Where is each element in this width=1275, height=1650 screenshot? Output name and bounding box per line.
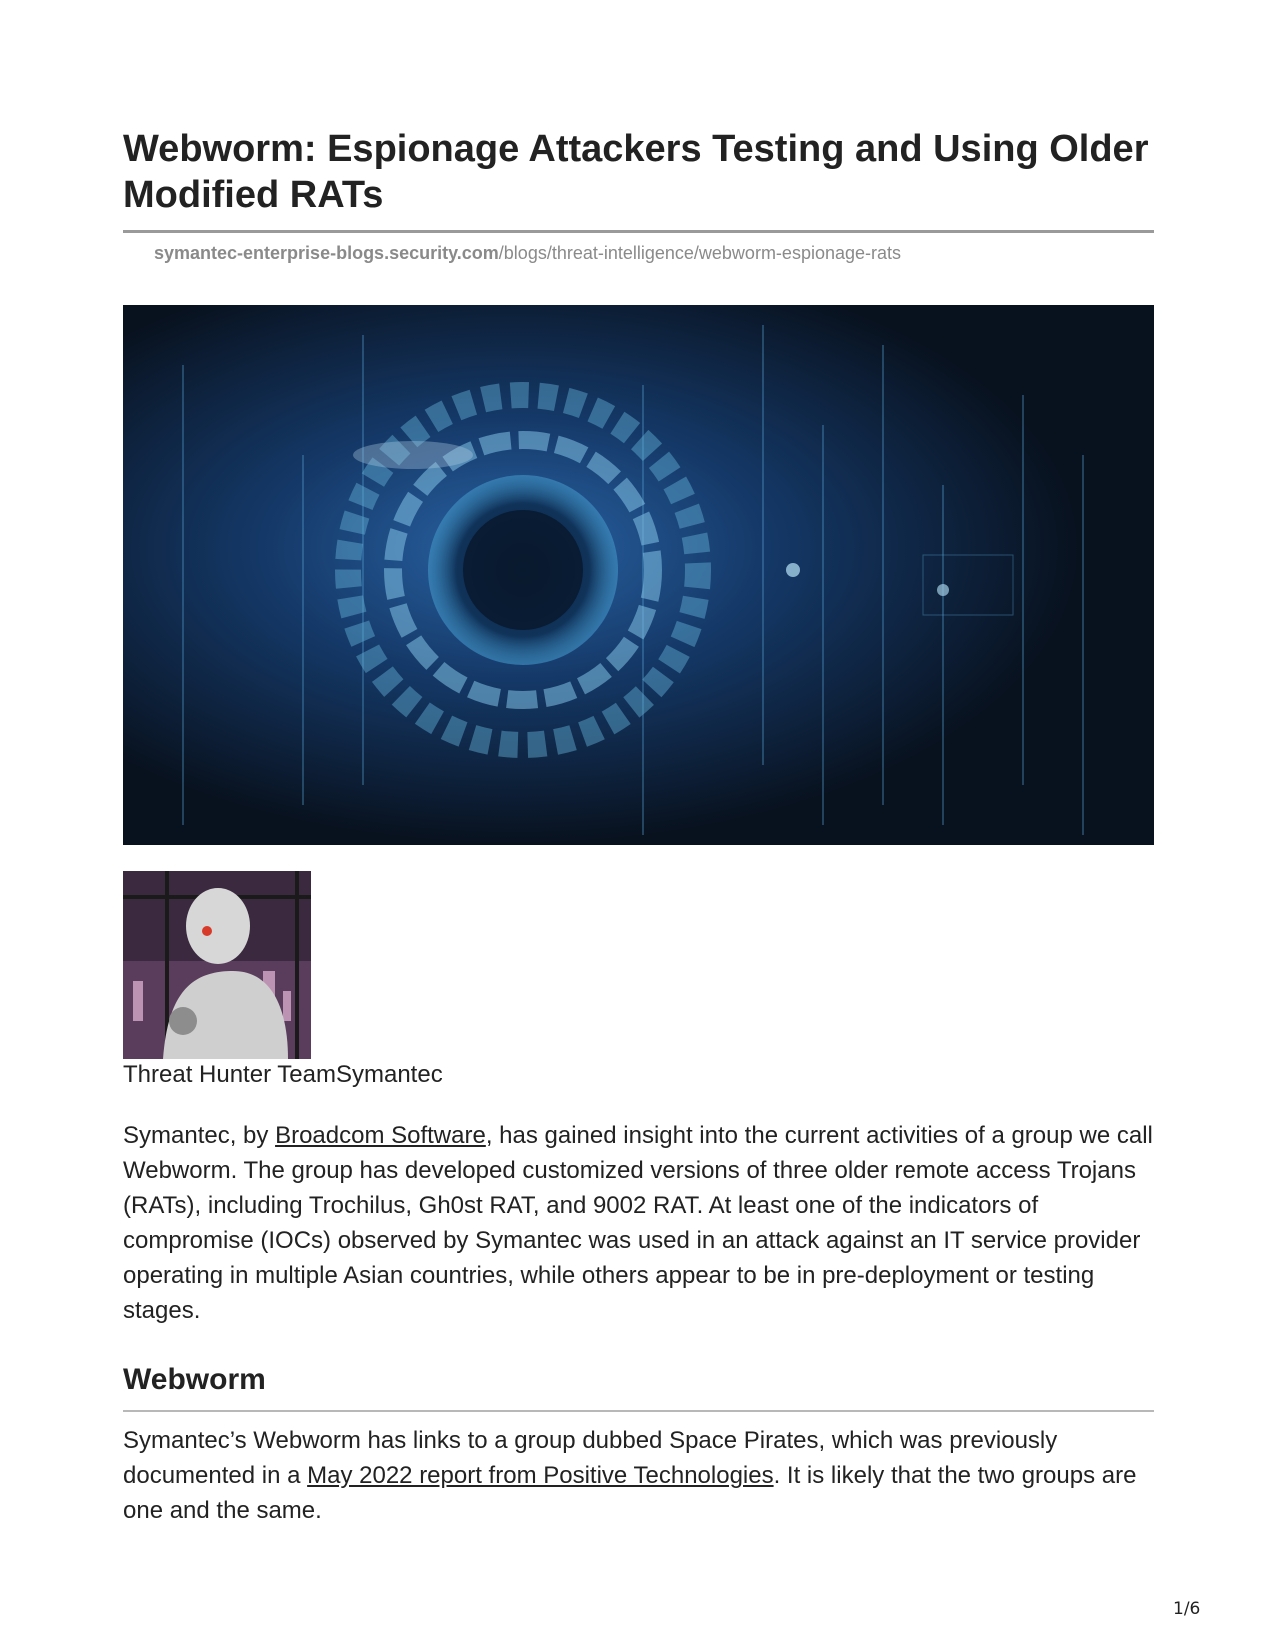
page-number: 1/6 bbox=[1173, 1599, 1201, 1619]
author-name: Threat Hunter TeamSymantec bbox=[123, 1061, 443, 1088]
intro-text-start: Symantec, by bbox=[123, 1122, 276, 1149]
article-title: Webworm: Espionage Attackers Testing and Using Older Modified RATs bbox=[123, 128, 1149, 216]
positive-technologies-report-link[interactable]: May 2022 report from Positive Technologies bbox=[307, 1462, 774, 1489]
source-host: symantec-enterprise-blogs.security.com bbox=[154, 243, 499, 263]
broadcom-software-link[interactable]: Broadcom Software bbox=[275, 1122, 486, 1149]
hero-image bbox=[123, 305, 1154, 845]
section-divider bbox=[123, 1410, 1154, 1412]
source-path: /blogs/threat-intelligence/webworm-espionage-rats bbox=[498, 243, 902, 263]
author-avatar bbox=[123, 871, 311, 1059]
intro-text-end: , has gained insight into the current activities of a group we call Webworm. The group has developed customized versions of three older remote access Trojans (RATs), including Trochilus, Gh0st RAT, and 9002 RAT. At least one of the indicators of compromise (IOCs) observed by Symantec was used in an attack against an IT service provider operating in multiple Asian countries, while others appear to be in pre-deployment or testing stages. bbox=[123, 1122, 1153, 1324]
title-divider bbox=[123, 230, 1154, 233]
section-text-start: Symantec’s Webworm has links to a group dubbed Space Pirates, which was previously documented in a bbox=[123, 1427, 1058, 1489]
source-url[interactable] bbox=[154, 242, 901, 264]
intro-paragraph bbox=[123, 1118, 1154, 1328]
section-text-end: . It is likely that the two groups are one and the same. bbox=[123, 1462, 1137, 1524]
section-heading: Webworm bbox=[123, 1363, 266, 1396]
section-paragraph bbox=[123, 1423, 1154, 1528]
